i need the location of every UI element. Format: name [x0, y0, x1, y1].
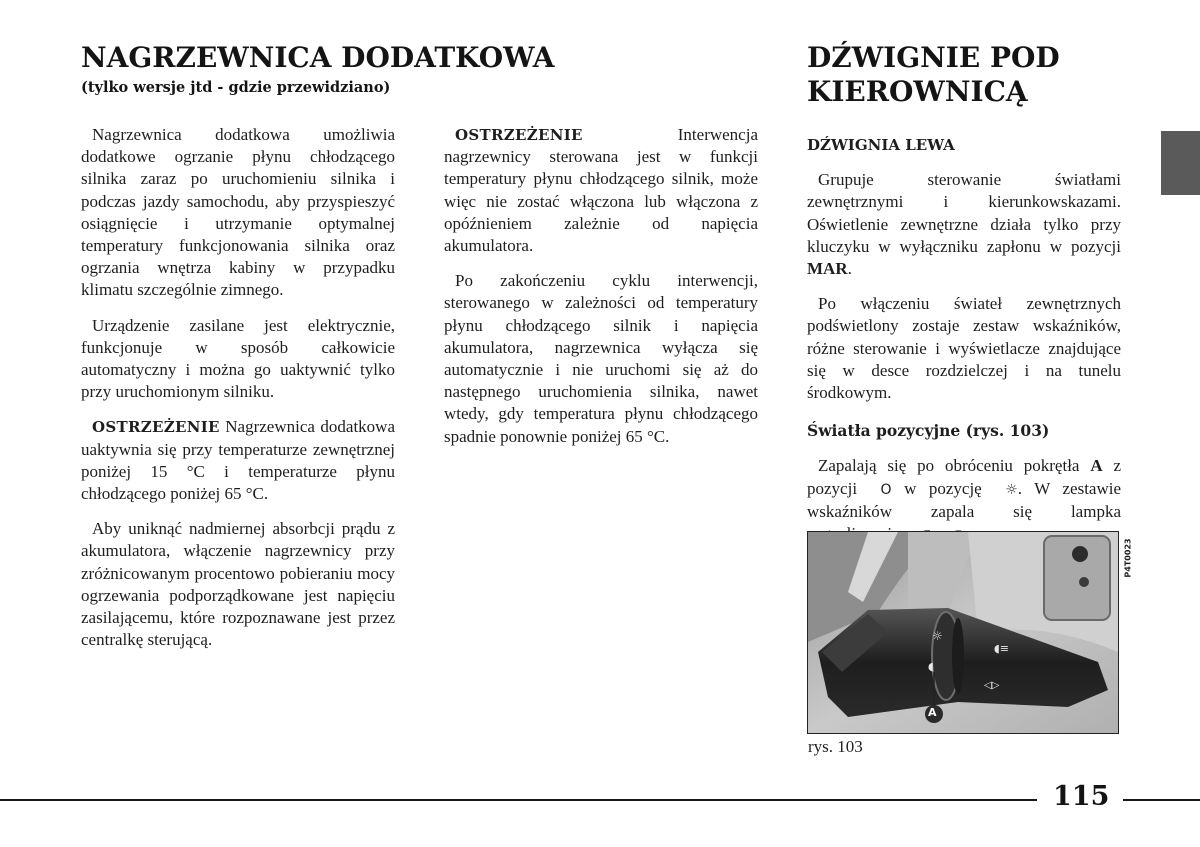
left-column-2: [444, 124, 758, 461]
right-title-line-1: DŹWIGNIE POD: [807, 41, 1060, 74]
lever-photo-illustration: [808, 532, 1118, 733]
warning-label: OSTRZEŻENIE: [92, 418, 220, 437]
paragraph: Po włączeniu świateł zewnętrznych podświetlony zostaje zestaw wskaźników, różne sterowanie i wyświetlacze znajdujące się w desce rozdzielczej i na tunelu środkowym.: [807, 294, 1121, 403]
figure-caption: rys. 103: [808, 737, 863, 756]
svg-text:☼: ☼: [932, 629, 943, 643]
left-column-1: [81, 124, 395, 664]
sun-icon: ☼: [1005, 481, 1018, 498]
figure-steering-lever: [807, 531, 1119, 734]
warning-paragraph: [81, 416, 395, 505]
section-heading: DŹWIGNIA LEWA: [807, 136, 955, 154]
chapter-tab-marker: [1161, 131, 1200, 195]
text: Grupuje sterowanie światłami zewnętrznymi i kierunkowskazami. Oświetlenie zewnętrzne działa tylko przy kluczyku w wyłączniku zapłonu w pozycji: [807, 170, 1121, 256]
text: w pozycję: [891, 478, 995, 498]
text: Zapalają się po obróceniu pokrętła: [818, 456, 1091, 476]
left-section-title: NAGRZEWNICA DODATKOWA: [81, 41, 555, 74]
footer-rule-right: [1123, 799, 1200, 801]
svg-text:◁▷: ◁▷: [984, 680, 1000, 691]
position-off-icon: O: [880, 481, 892, 498]
footer-rule-left: [0, 799, 1037, 801]
paragraph: [807, 169, 1121, 280]
warning-label: OSTRZEŻENIE: [455, 126, 583, 144]
subheading: Światła pozycyjne (rys. 103): [807, 421, 1050, 441]
text: .: [847, 259, 852, 279]
bold-term: MAR: [807, 259, 848, 279]
paragraph: Aby uniknąć nadmiernej absorbcji prądu z akumulatora, włączenie nagrzewnicy przy zróżnicowanym procentowo pobieraniu mocy ogrzewania podporządkowane jest napięciu zasilającemu, które rozpoznawane jest przez centralkę sterującą.: [81, 519, 395, 650]
svg-text:◖≡: ◖≡: [994, 642, 1010, 655]
warning-text: Interwencja nagrzewnicy sterowana jest w funkcji temperatury płynu chłodzącego silnik, może więc nie zostać włączona lub włączona z opóźnieniem zależnie od napięcia akumulatora.: [444, 125, 758, 256]
bold-term: A: [1090, 456, 1103, 476]
figure-code: [1121, 533, 1135, 583]
paragraph: Po zakończeniu cyklu interwencji, sterowanego w zależności od temperatury płynu chłodzącego silnik i napięcia akumulatora, nagrzewnica wyłącza się automatycznie i nie uruchomi się aż do następnego uruchomienia silnika, nawet wtedy, gdy temperatura płynu chłodzącego spadnie ponownie poniżej 65 °C.: [444, 271, 758, 446]
svg-text:◖: ◖: [928, 660, 934, 673]
right-section-title: [807, 41, 1060, 109]
text: . W zestawie wskaźników zapala się lampka: [807, 478, 1122, 521]
figure-callout-a: A: [928, 706, 937, 719]
warning-paragraph: [444, 124, 758, 257]
page-number: 115: [1053, 781, 1110, 812]
paragraph: Nagrzewnica dodatkowa umożliwia dodatkowe ogrzanie płynu chłodzącego silnika zaraz po uruchomieniu silnika i podczas jazdy samochodu, aby przyspieszyć osiągnięcie i utrzymanie optymalnej temperatury funkcjonowania silnika oraz ogrzania wnętrza kabiny w przypadku klimatu szczególnie zimnego.: [81, 125, 395, 300]
paragraph: Urządzenie zasilane jest elektrycznie, funkcjonuje w sposób całkowicie automatyczny i można go uaktywnić tylko przy uruchomionym silniku.: [81, 315, 395, 402]
right-title-line-2: KIEROWNICĄ: [807, 75, 1028, 108]
left-section-subtitle: (tylko wersje jtd - gdzie przewidziano): [81, 79, 391, 96]
right-column: [807, 134, 1121, 559]
warning-text: Nagrzewnica dodatkowa uaktywnia się przy temperaturze zewnętrznej poniżej 15 °C i temperaturze płynu chłodzącego poniżej 65 °C.: [81, 417, 395, 504]
figure-code-text: P4T0023: [1123, 538, 1133, 578]
text: z pozycji: [807, 456, 1122, 498]
